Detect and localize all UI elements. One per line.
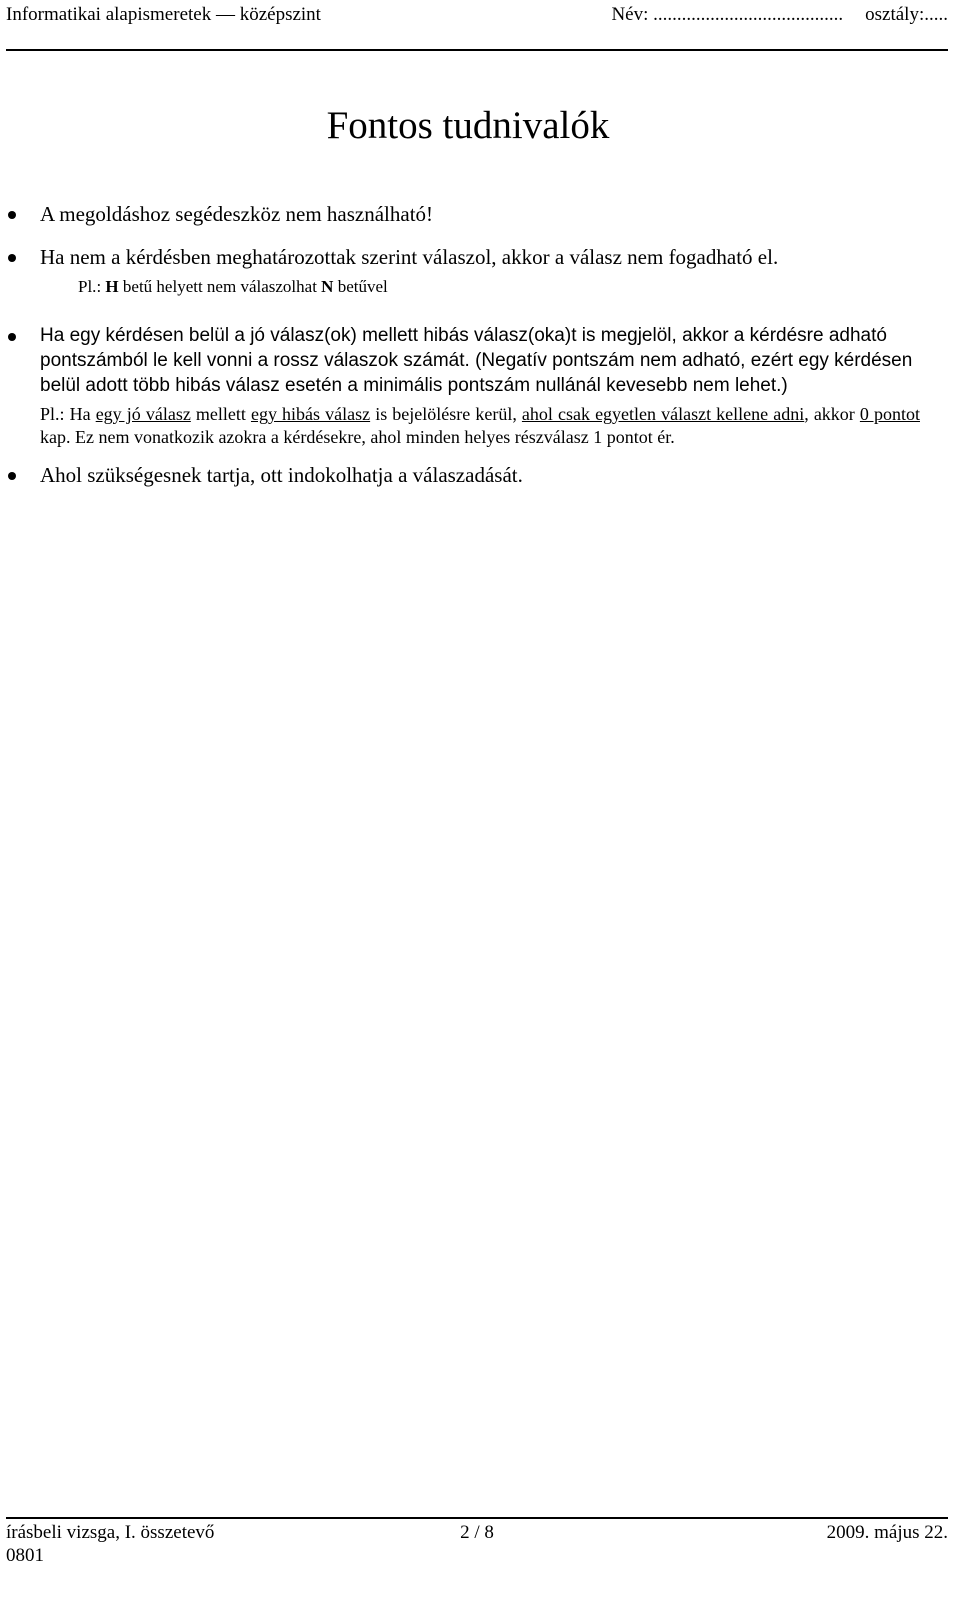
list-item-text: Ha nem a kérdésben meghatározottak szerint válaszol, akkor a válasz nem fogadható el. (40, 245, 779, 269)
footer-divider (6, 1517, 948, 1519)
footer-exam-part: írásbeli vizsga, I. összetevő (6, 1522, 215, 1543)
example-letter-h: H (105, 277, 119, 296)
page-title: Fontos tudnivalók (326, 104, 610, 147)
list-item (40, 243, 920, 271)
header-student-fields (611, 2, 948, 28)
bullet-icon (8, 472, 16, 480)
header-class-field: osztály:..... (865, 4, 948, 25)
page-header (6, 2, 948, 32)
example-letters: Pl.: H betű helyett nem válaszolhat N betűvel (78, 277, 388, 296)
example-scoring: Pl.: Ha egy jó válasz mellett egy hibás válasz is bejelölésre kerül, ahol csak egyetlen választ kellene adni, akkor 0 pontot kap. Ez nem vonatkozik azokra a kérdésekre, ahol minden helyes részválasz 1 pontot ér. (40, 404, 920, 447)
header-divider (6, 49, 948, 51)
example-letter-n: N (321, 277, 334, 296)
bullet-icon (8, 333, 16, 341)
list-item-text: A megoldáshoz segédeszköz nem használható! (40, 202, 434, 226)
footer-page-number: 2 / 8 (460, 1522, 494, 1543)
footer-date: 2009. május 22. (826, 1522, 948, 1543)
list-item (40, 461, 920, 489)
instructions-list (40, 200, 920, 489)
header-subject: Informatikai alapismeretek — középszint (6, 4, 321, 25)
bullet-icon (8, 211, 16, 219)
list-item (40, 323, 920, 398)
list-item-text: Ahol szükségesnek tartja, ott indokolhatja a válaszadását. (40, 463, 523, 487)
bullet-icon (8, 254, 16, 262)
list-item (40, 200, 920, 228)
list-item-text: Ha egy kérdésen belül a jó válasz(ok) mellett hibás válasz(oka)t is megjelöl, akkor a kérdésre adható pontszámból le kell vonni a rossz válaszok számát. (Negatív pontszám nem adható, ezért egy kérdésen belül adott több hibás válasz esetén a minimális pontszám nullánál kevesebb nem lehet.) (40, 325, 913, 396)
header-name-field: Név: ........................................ (611, 4, 844, 25)
footer-code: 0801 (6, 1545, 44, 1566)
